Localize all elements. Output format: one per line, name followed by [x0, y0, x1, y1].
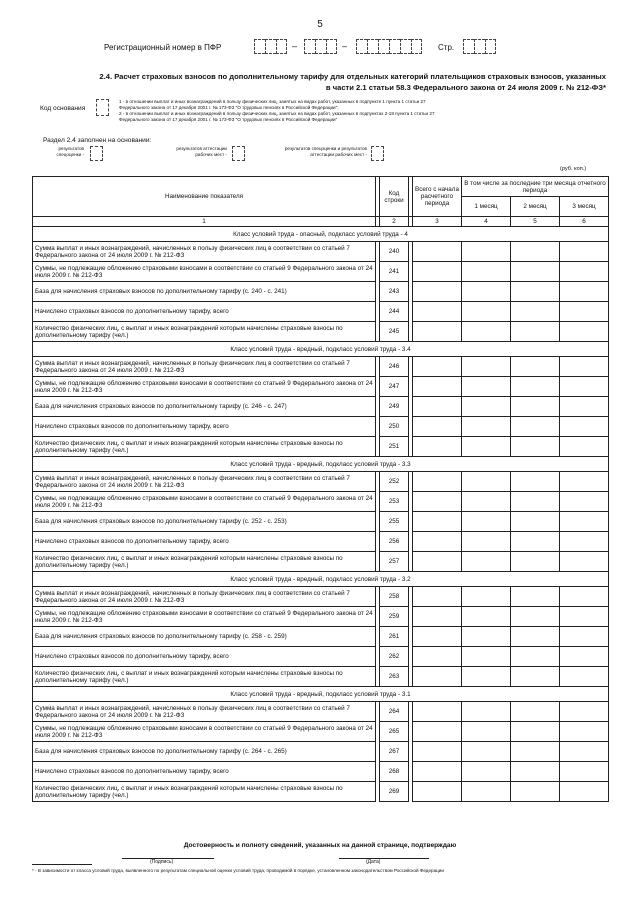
value-cell-total[interactable] — [413, 512, 462, 532]
col-name-header: Наименование показателя — [33, 177, 376, 217]
value-cell-total[interactable] — [413, 357, 462, 377]
section-header — [33, 342, 609, 357]
value-cell-m3[interactable] — [560, 472, 609, 492]
value-cell-m1[interactable] — [462, 492, 511, 512]
row-code: 245 — [380, 322, 409, 342]
value-cell-m3[interactable] — [560, 742, 609, 762]
date-line[interactable] — [339, 858, 429, 859]
basis-code-box[interactable] — [96, 99, 109, 116]
value-cell-m3[interactable] — [560, 492, 609, 512]
row-code: 249 — [380, 397, 409, 417]
value-cell-total[interactable] — [413, 242, 462, 262]
value-cell-m2[interactable] — [511, 667, 560, 687]
value-cell-m3[interactable] — [560, 322, 609, 342]
row-name: Сумма выплат и иных вознаграждений, начисленных в пользу физических лиц в соответствии со статьей 7 Федерального закона от 24 июля 2009 г. № 212-ФЗ — [33, 357, 376, 377]
value-cell-m2[interactable] — [511, 782, 560, 802]
table-row — [33, 417, 609, 437]
value-cell-total[interactable] — [413, 397, 462, 417]
value-cell-total[interactable] — [413, 377, 462, 397]
basis-note-1b: Федерального закона от 17 декабря 2001 г. № 173-ФЗ "О трудовых пенсиях в Российской Федерации"; — [119, 105, 339, 110]
col-months-header: В том числе за последние три месяца отчетного периода — [462, 177, 609, 197]
value-cell-m2[interactable] — [511, 242, 560, 262]
value-cell-m2[interactable] — [511, 472, 560, 492]
value-cell-total[interactable] — [413, 587, 462, 607]
table-row — [33, 587, 609, 607]
row-code: 247 — [380, 377, 409, 397]
basis-label: Код основания — [40, 105, 86, 112]
row-code: 240 — [380, 242, 409, 262]
value-cell-m2[interactable] — [511, 762, 560, 782]
value-cell-m1[interactable] — [462, 762, 511, 782]
value-cell-total[interactable] — [413, 627, 462, 647]
row-name: Суммы, не подлежащие обложению страховыми взносами в соответствии со статьей 9 Федерального закона от 24 июля 2009 г. № 212-ФЗ — [33, 722, 376, 742]
value-cell-m2[interactable] — [511, 322, 560, 342]
value-cell-m1[interactable] — [462, 437, 511, 457]
calc-table — [32, 176, 609, 802]
value-cell-total[interactable] — [413, 647, 462, 667]
row-name: База для начисления страховых взносов по дополнительному тарифу (с. 252 - с. 253) — [33, 512, 376, 532]
value-cell-m2[interactable] — [511, 627, 560, 647]
value-cell-m3[interactable] — [560, 512, 609, 532]
row-name: База для начисления страховых взносов по дополнительному тарифу (с. 246 - с. 247) — [33, 397, 376, 417]
row-code: 255 — [380, 512, 409, 532]
value-cell-m3[interactable] — [560, 302, 609, 322]
basis-note-2a: 2 - в отношении выплат и иных вознаграждений в пользу физических лиц, занятых на видах работ, указанных в подпунктах 2-18 пункта 1 статьи 27 — [119, 111, 435, 116]
value-cell-total[interactable] — [413, 437, 462, 457]
date-label: (Дата) — [366, 859, 381, 865]
row-name: Начислено страховых взносов по дополнительному тарифу, всего — [33, 302, 376, 322]
row-name: Начислено страховых взносов по дополнительному тарифу, всего — [33, 417, 376, 437]
value-cell-m2[interactable] — [511, 262, 560, 282]
row-name: Сумма выплат и иных вознаграждений, начисленных в пользу физических лиц в соответствии со статьей 7 Федерального закона от 24 июля 2009 г. № 212-ФЗ — [33, 242, 376, 262]
value-cell-m3[interactable] — [560, 782, 609, 802]
num-5: 5 — [511, 217, 560, 227]
title-line-1: 2.4. Расчет страховых взносов по дополнительному тарифу для отдельных категорий плательщиков страховых взносов, указанных — [99, 72, 606, 81]
value-cell-m1[interactable] — [462, 627, 511, 647]
row-code: 246 — [380, 357, 409, 377]
value-cell-m2[interactable] — [511, 282, 560, 302]
section-title: Класс условий труда - вредный, подкласс условий труда - 3.1 — [33, 687, 609, 702]
row-code: 262 — [380, 647, 409, 667]
value-cell-m1[interactable] — [462, 667, 511, 687]
footnote-rule — [32, 864, 92, 865]
value-cell-m3[interactable] — [560, 532, 609, 552]
opt2-line-a: результатов аттестации — [176, 146, 227, 151]
opt3-label — [255, 146, 367, 158]
value-cell-m1[interactable] — [462, 322, 511, 342]
page-label: Стр. — [438, 43, 455, 52]
value-cell-total[interactable] — [413, 472, 462, 492]
row-name: Сумма выплат и иных вознаграждений, начисленных в пользу физических лиц в соответствии со статьей 7 Федерального закона от 24 июля 2009 г. № 212-ФЗ — [33, 587, 376, 607]
section-title: Класс условий труда - опасный, подкласс условий труда - 4 — [33, 227, 609, 242]
table-row — [33, 302, 609, 322]
value-cell-m3[interactable] — [560, 722, 609, 742]
col-total-header: Всего с начала расчетного периода — [413, 177, 462, 217]
col-m1-header: 1 месяц — [462, 197, 511, 217]
row-code: 259 — [380, 607, 409, 627]
row-code: 261 — [380, 627, 409, 647]
value-cell-m1[interactable] — [462, 417, 511, 437]
table-row — [33, 512, 609, 532]
row-code: 257 — [380, 552, 409, 572]
value-cell-m1[interactable] — [462, 532, 511, 552]
value-cell-m1[interactable] — [462, 357, 511, 377]
value-cell-m2[interactable] — [511, 397, 560, 417]
value-cell-m3[interactable] — [560, 647, 609, 667]
value-cell-m3[interactable] — [560, 242, 609, 262]
num-3: 3 — [413, 217, 462, 227]
table-row — [33, 552, 609, 572]
reg-number-label: Регистрационный номер в ПФР — [104, 43, 222, 52]
value-cell-m1[interactable] — [462, 377, 511, 397]
table-row — [33, 532, 609, 552]
row-name: Сумма выплат и иных вознаграждений, начисленных в пользу физических лиц в соответствии со статьей 7 Федерального закона от 24 июля 2009 г. № 212-ФЗ — [33, 472, 376, 492]
page-cells[interactable] — [463, 39, 496, 54]
title-line-2: в части 2.1 статьи 58.3 Федерального закона от 24 июля 2009 г. № 212-ФЗ* — [325, 83, 606, 92]
table-row — [33, 782, 609, 802]
table-row — [33, 627, 609, 647]
table-row — [33, 437, 609, 457]
row-name: Начислено страховых взносов по дополнительному тарифу, всего — [33, 762, 376, 782]
value-cell-m1[interactable] — [462, 782, 511, 802]
value-cell-m2[interactable] — [511, 302, 560, 322]
value-cell-total[interactable] — [413, 667, 462, 687]
value-cell-total[interactable] — [413, 532, 462, 552]
value-cell-m3[interactable] — [560, 357, 609, 377]
value-cell-m3[interactable] — [560, 377, 609, 397]
row-name: Начислено страховых взносов по дополнительному тарифу, всего — [33, 647, 376, 667]
row-code: 250 — [380, 417, 409, 437]
col-m3-header: 3 месяц — [560, 197, 609, 217]
opt3-line-a: результатов спецоценки и результатов — [284, 146, 367, 151]
table-row — [33, 647, 609, 667]
table-row — [33, 762, 609, 782]
opt1-line-a: результатов — [58, 146, 84, 151]
row-name: Количество физических лиц, с выплат и иных вознаграждений которым начислены страховые взносы по дополнительному тарифу (чел.) — [33, 552, 376, 572]
num-2: 2 — [380, 217, 409, 227]
table-row — [33, 357, 609, 377]
reg-number-cells-3[interactable] — [356, 39, 422, 54]
section-title: Класс условий труда - вредный, подкласс условий труда - 3.4 — [33, 342, 609, 357]
section-header — [33, 227, 609, 242]
signature-label: (Подпись) — [150, 859, 174, 865]
value-cell-m2[interactable] — [511, 587, 560, 607]
value-cell-total[interactable] — [413, 282, 462, 302]
section-title — [28, 71, 606, 93]
row-name: Количество физических лиц, с выплат и иных вознаграждений которым начислены страховые взносы по дополнительному тарифу (чел.) — [33, 322, 376, 342]
row-code: 256 — [380, 532, 409, 552]
row-name: База для начисления страховых взносов по дополнительному тарифу (с. 240 - с. 241) — [33, 282, 376, 302]
value-cell-m3[interactable] — [560, 397, 609, 417]
value-cell-total[interactable] — [413, 417, 462, 437]
row-code: 258 — [380, 587, 409, 607]
value-cell-m1[interactable] — [462, 722, 511, 742]
value-cell-m3[interactable] — [560, 607, 609, 627]
table-row — [33, 242, 609, 262]
row-name: Суммы, не подлежащие обложению страховыми взносами в соответствии со статьей 9 Федерального закона от 24 июля 2009 г. № 212-ФЗ — [33, 607, 376, 627]
table-row — [33, 262, 609, 282]
value-cell-m1[interactable] — [462, 302, 511, 322]
table-row — [33, 667, 609, 687]
value-cell-total[interactable] — [413, 702, 462, 722]
basis-note-2b: Федерального закона от 17 декабря 2001 г. № 173-ФЗ "О трудовых пенсиях в Российской Федерации" — [119, 117, 338, 122]
row-code: 252 — [380, 472, 409, 492]
table-row — [33, 322, 609, 342]
value-cell-m2[interactable] — [511, 437, 560, 457]
opt1-box[interactable] — [90, 146, 103, 161]
value-cell-m1[interactable] — [462, 647, 511, 667]
table-row — [33, 607, 609, 627]
opt3-box[interactable] — [371, 146, 384, 161]
section-header — [33, 687, 609, 702]
confirm-text: Достоверность и полноту сведений, указанных на данной странице, подтверждаю — [183, 842, 457, 849]
value-cell-total[interactable] — [413, 492, 462, 512]
value-cell-m3[interactable] — [560, 627, 609, 647]
opt2-label — [175, 146, 227, 158]
value-cell-total[interactable] — [413, 742, 462, 762]
value-cell-m2[interactable] — [511, 377, 560, 397]
row-code: 264 — [380, 702, 409, 722]
value-cell-m3[interactable] — [560, 587, 609, 607]
row-name: База для начисления страховых взносов по дополнительному тарифу (с. 258 - с. 259) — [33, 627, 376, 647]
table-row — [33, 397, 609, 417]
row-name: Количество физических лиц, с выплат и иных вознаграждений которым начислены страховые взносы по дополнительному тарифу (чел.) — [33, 667, 376, 687]
value-cell-m3[interactable] — [560, 702, 609, 722]
row-name: Начислено страховых взносов по дополнительному тарифу, всего — [33, 532, 376, 552]
value-cell-m3[interactable] — [560, 282, 609, 302]
table-row — [33, 492, 609, 512]
column-numbers — [33, 217, 609, 227]
page-number: 5 — [317, 19, 323, 30]
table-row — [33, 472, 609, 492]
opt2-line-b: рабочих мест - — [195, 152, 227, 157]
value-cell-total[interactable] — [413, 722, 462, 742]
value-cell-m1[interactable] — [462, 397, 511, 417]
section-title: Класс условий труда - вредный, подкласс условий труда - 3.2 — [33, 572, 609, 587]
basis-note-1a: 1 - в отношении выплат и иных вознаграждений в пользу физических лиц, занятых на видах работ, указанных в подпункте 1 пункта 1 статьи 27 — [119, 99, 426, 104]
row-code: 267 — [380, 742, 409, 762]
value-cell-total[interactable] — [413, 607, 462, 627]
opt2-box[interactable] — [232, 146, 245, 161]
table-row — [33, 722, 609, 742]
row-code: 268 — [380, 762, 409, 782]
value-cell-m1[interactable] — [462, 552, 511, 572]
value-cell-m3[interactable] — [560, 762, 609, 782]
value-cell-m3[interactable] — [560, 417, 609, 437]
value-cell-total[interactable] — [413, 762, 462, 782]
value-cell-m2[interactable] — [511, 512, 560, 532]
table-row — [33, 702, 609, 722]
value-cell-total[interactable] — [413, 302, 462, 322]
row-code: 253 — [380, 492, 409, 512]
section-title: Класс условий труда - вредный, подкласс условий труда - 3.3 — [33, 457, 609, 472]
row-name: База для начисления страховых взносов по дополнительному тарифу (с. 264 - с. 265) — [33, 742, 376, 762]
num-4: 4 — [462, 217, 511, 227]
value-cell-m1[interactable] — [462, 702, 511, 722]
row-name: Суммы, не подлежащие обложению страховыми взносами в соответствии со статьей 9 Федерального закона от 24 июля 2009 г. № 212-ФЗ — [33, 492, 376, 512]
row-code: 244 — [380, 302, 409, 322]
value-cell-m1[interactable] — [462, 587, 511, 607]
units-label: (руб. коп.) — [560, 166, 587, 172]
opt3-line-b: аттестации рабочих мест - — [310, 152, 367, 157]
row-name: Количество физических лиц, с выплат и иных вознаграждений которым начислены страховые взносы по дополнительному тарифу (чел.) — [33, 437, 376, 457]
value-cell-total[interactable] — [413, 782, 462, 802]
section-basis-label: Раздел 2.4 заполнен на основании: — [43, 137, 152, 144]
table-row — [33, 282, 609, 302]
basis-notes — [119, 99, 599, 123]
value-cell-m1[interactable] — [462, 242, 511, 262]
table-row — [33, 377, 609, 397]
row-name: Сумма выплат и иных вознаграждений, начисленных в пользу физических лиц в соответствии со статьей 7 Федерального закона от 24 июля 2009 г. № 212-ФЗ — [33, 702, 376, 722]
value-cell-m1[interactable] — [462, 282, 511, 302]
section-header — [33, 457, 609, 472]
value-cell-m2[interactable] — [511, 702, 560, 722]
section-header — [33, 572, 609, 587]
value-cell-m3[interactable] — [560, 552, 609, 572]
col-m2-header: 2 месяц — [511, 197, 560, 217]
row-code: 263 — [380, 667, 409, 687]
value-cell-m3[interactable] — [560, 667, 609, 687]
row-name: Суммы, не подлежащие обложению страховыми взносами в соответствии со статьей 9 Федерального закона от 24 июля 2009 г. № 212-ФЗ — [33, 377, 376, 397]
value-cell-total[interactable] — [413, 262, 462, 282]
value-cell-m2[interactable] — [511, 357, 560, 377]
row-code: 243 — [380, 282, 409, 302]
opt1-label — [48, 146, 84, 158]
table-row — [33, 742, 609, 762]
value-cell-m1[interactable] — [462, 742, 511, 762]
value-cell-total[interactable] — [413, 552, 462, 572]
value-cell-total[interactable] — [413, 322, 462, 342]
value-cell-m2[interactable] — [511, 532, 560, 552]
row-code: 265 — [380, 722, 409, 742]
reg-number-cells-2[interactable] — [304, 39, 337, 54]
footnote: * - В зависимости от класса условий труда, выявленного по результатам специальной оценки условий труда, проводимой в порядке, установленном законодательством Российской Федерации — [32, 868, 444, 873]
value-cell-m1[interactable] — [462, 472, 511, 492]
row-code: 251 — [380, 437, 409, 457]
row-name: Суммы, не подлежащие обложению страховыми взносами в соответствии со статьей 9 Федерального закона от 24 июля 2009 г. № 212-ФЗ — [33, 262, 376, 282]
value-cell-m2[interactable] — [511, 722, 560, 742]
value-cell-m2[interactable] — [511, 607, 560, 627]
value-cell-m2[interactable] — [511, 492, 560, 512]
value-cell-m3[interactable] — [560, 262, 609, 282]
row-name: Количество физических лиц, с выплат и иных вознаграждений которым начислены страховые взносы по дополнительному тарифу (чел.) — [33, 782, 376, 802]
opt1-line-b: спецоценки - — [56, 152, 84, 157]
num-6: 6 — [560, 217, 609, 227]
value-cell-m3[interactable] — [560, 437, 609, 457]
value-cell-m1[interactable] — [462, 512, 511, 532]
value-cell-m2[interactable] — [511, 647, 560, 667]
value-cell-m2[interactable] — [511, 742, 560, 762]
value-cell-m2[interactable] — [511, 417, 560, 437]
reg-number-cells-1[interactable] — [254, 39, 287, 54]
value-cell-m1[interactable] — [462, 607, 511, 627]
value-cell-m1[interactable] — [462, 262, 511, 282]
row-code: 269 — [380, 782, 409, 802]
value-cell-m2[interactable] — [511, 552, 560, 572]
row-code: 241 — [380, 262, 409, 282]
num-1: 1 — [33, 217, 376, 227]
col-code-header: Код строки — [380, 177, 409, 217]
